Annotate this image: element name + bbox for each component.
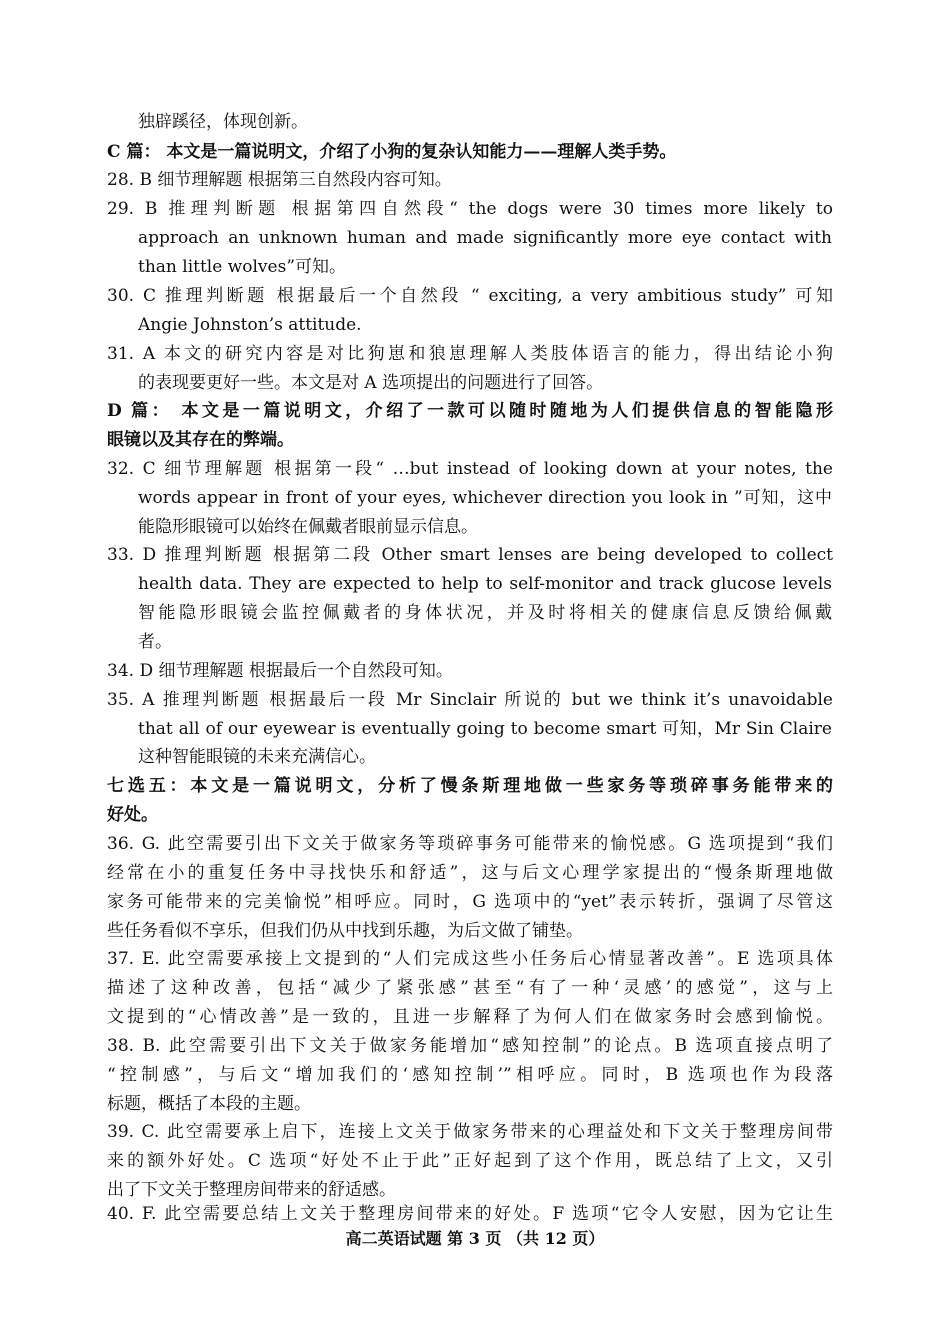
text-line: that all of our eyewear is eventually going to become smart 可知，Mr Sin Claire: [138, 719, 832, 739]
answer-36: 36. G. 此空需要引出下文关于做家务等琐碎事务可能带来的愉悦感。G 选项提到“我们: [107, 834, 833, 854]
text-line: 出了下文关于整理房间带来的舒适感。: [107, 1180, 396, 1200]
text-line: 标题，概括了本段的主题。: [107, 1094, 311, 1114]
answer-40: 40. F. 此空需要总结上文关于整理房间带来的好处。F 选项“它令人安慰，因为它让生: [107, 1204, 833, 1224]
section-heading-d-cont: 眼镜以及其存在的弊端。: [107, 430, 294, 450]
answer-28: 28. B 细节理解题 根据第三自然段内容可知。: [107, 170, 452, 190]
page-footer: 高二英语试题 第 3 页 （共 12 页）: [345, 1229, 605, 1248]
text-line: approach an unknown human and made significantly more eye contact with: [138, 228, 832, 248]
text-line: 独辟蹊径，体现创新。: [138, 112, 308, 132]
answer-37: 37. E. 此空需要承接上文提到的“人们完成这些小任务后心情显著改善”。E 选项具体: [107, 949, 833, 969]
text-line: Angie Johnston’s attitude.: [138, 315, 362, 335]
text-line: 这种智能眼镜的未来充满信心。: [138, 747, 376, 767]
text-line: 经常在小的重复任务中寻找快乐和舒适”，这与后文心理学家提出的“慢条斯理地做: [107, 863, 833, 883]
answer-35: 35. A 推理判断题 根据最后一段 Mr Sinclair 所说的 but we think it’s unavoidable: [107, 690, 833, 710]
answer-30: 30. C 推理判断题 根据最后一个自然段 “ exciting, a very ambitious study” 可知: [107, 286, 833, 306]
answer-33: 33. D 推理判断题 根据第二段 Other smart lenses are being developed to collect: [107, 545, 833, 565]
text-line: 的表现要更好一些。本文是对 A 选项提出的问题进行了回答。: [138, 373, 604, 393]
answer-34: 34. D 细节理解题 根据最后一个自然段可知。: [107, 661, 453, 681]
text-line: 者。: [138, 632, 172, 652]
text-line: 文提到的“心情改善”是一致的，且进一步解释了为何人们在做家务时会感到愉悦。: [107, 1007, 833, 1027]
text-line: 家务可能带来的完美愉悦”相呼应。同时，G 选项中的“yet”表示转折，强调了尽管这: [107, 892, 833, 912]
answer-32: 32. C 细节理解题 根据第一段“ …but instead of looking down at your notes, the: [107, 459, 833, 479]
text-line: words appear in front of your eyes, whichever direction you look in ”可知，这中: [138, 488, 832, 508]
text-line: 描述了这种改善，包括“减少了紧张感”甚至“有了一种‘灵感’的感觉”，这与上: [107, 978, 833, 998]
answer-38: 38. B. 此空需要引出下文关于做家务能增加“感知控制”的论点。B 选项直接点明了: [107, 1036, 833, 1056]
section-heading-d: D 篇： 本文是一篇说明文，介绍了一款可以随时随地为人们提供信息的智能隐形: [107, 401, 833, 421]
section-heading-seven-five-cont: 好处。: [107, 805, 158, 825]
text-line: 智能隐形眼镜会监控佩戴者的身体状况，并及时将相关的健康信息反馈给佩戴: [138, 603, 832, 623]
text-line: than little wolves”可知。: [138, 257, 347, 277]
answer-31: 31. A 本文的研究内容是对比狗崽和狼崽理解人类肢体语言的能力，得出结论小狗: [107, 344, 833, 364]
text-line: 些任务看似不享乐，但我们仍从中找到乐趣，为后文做了铺垫。: [107, 921, 583, 941]
answer-39: 39. C. 此空需要承上启下，连接上文关于做家务带来的心理益处和下文关于整理房间带: [107, 1122, 833, 1142]
text-line: 能隐形眼镜可以始终在佩戴者眼前显示信息。: [138, 517, 478, 537]
text-line: “控制感”，与后文“增加我们的‘感知控制’”相呼应。同时，B 选项也作为段落: [107, 1065, 833, 1085]
section-heading-seven-five: 七选五：本文是一篇说明文，分析了慢条斯理地做一些家务等琐碎事务能带来的: [107, 776, 833, 796]
text-line: 来的额外好处。C 选项“好处不止于此”正好起到了这个作用，既总结了上文，又引: [107, 1151, 833, 1171]
answer-29: 29. B 推理判断题 根据第四自然段“ the dogs were 30 times more likely to: [107, 199, 833, 219]
text-line: health data. They are expected to help to self-monitor and track glucose levels: [138, 574, 832, 594]
section-heading-c: C 篇： 本文是一篇说明文，介绍了小狗的复杂认知能力——理解人类手势。: [107, 142, 677, 162]
